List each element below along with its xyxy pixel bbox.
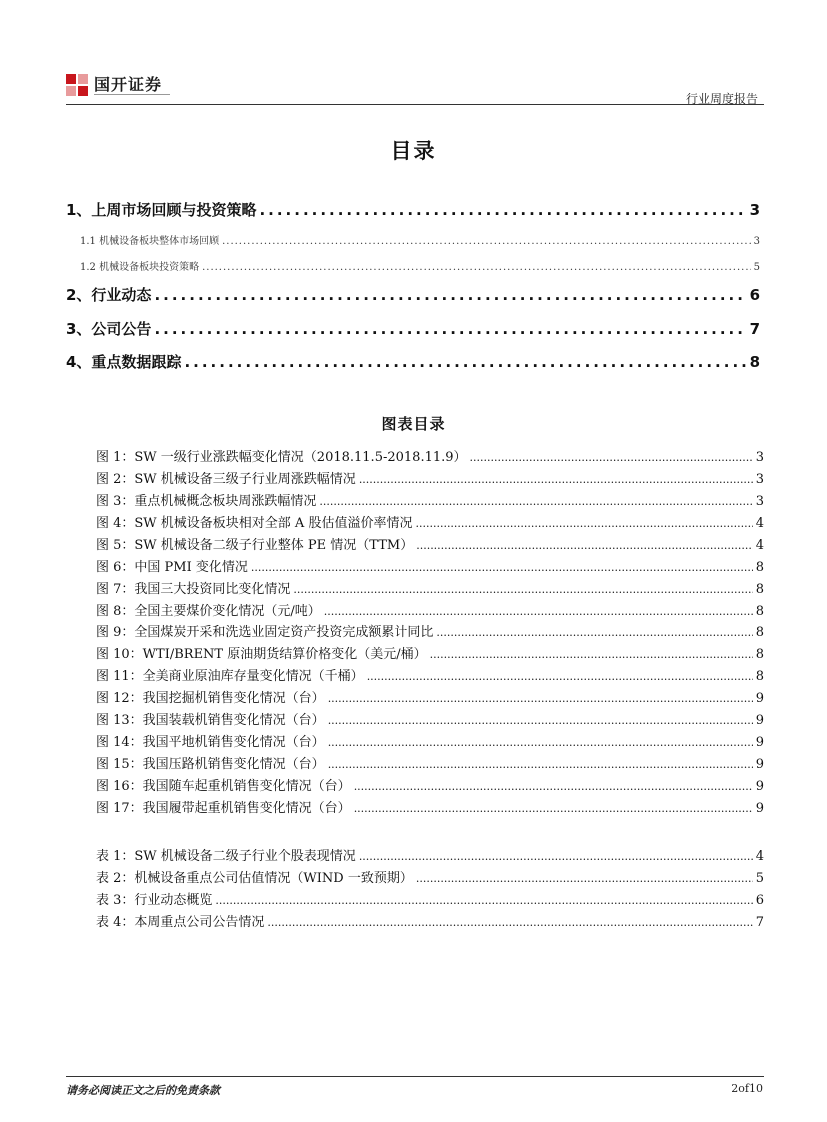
page-number: 2of10 (731, 1082, 763, 1095)
table-entry-page: 4 (755, 849, 764, 864)
header-divider (66, 104, 764, 105)
figure-entry[interactable] (96, 468, 764, 487)
table-entry-label: 表 4：本周重点公司公告情况 (96, 915, 265, 930)
table-entry[interactable] (96, 867, 764, 886)
figure-entry-label: 图 6：中国 PMI 变化情况 (96, 560, 248, 575)
toc-entry-page: 7 (749, 320, 760, 338)
figure-entry-page: 9 (755, 735, 764, 750)
toc-entry-page: 3 (749, 201, 760, 219)
figure-entry[interactable] (96, 731, 764, 750)
figure-entry[interactable] (96, 665, 764, 684)
figure-entry[interactable] (96, 446, 764, 465)
report-type: 行业周度报告 (685, 92, 758, 106)
figure-entry-label: 图 15：我国压路机销售变化情况（台） (96, 757, 325, 772)
figure-entry-label: 图 11：全美商业原油库存量变化情况（千桶） (96, 669, 364, 684)
figure-entry-label: 图 17：我国履带起重机销售变化情况（台） (96, 801, 351, 816)
figure-entry-page: 9 (755, 801, 764, 816)
page-header (66, 74, 764, 108)
table-entry-page: 6 (755, 893, 764, 908)
brand-name: 国开证券 (94, 75, 163, 94)
figure-entry-page: 8 (755, 625, 764, 640)
figure-entry-label: 图 9：全国煤炭开采和洗选业固定资产投资完成额累计同比 (96, 625, 434, 640)
toc-entry[interactable] (66, 351, 760, 372)
figure-entry-page: 3 (755, 472, 764, 487)
toc-entry[interactable] (66, 199, 760, 220)
figure-entry[interactable] (96, 534, 764, 553)
figure-entry-label: 图 4：SW 机械设备板块相对全部 A 股估值溢价率情况 (96, 516, 413, 531)
figure-entry-page: 8 (755, 604, 764, 619)
table-entry[interactable] (96, 889, 764, 908)
toc-entry-label: 1.1 机械设备板块整体市场回顾 (80, 236, 220, 247)
footer-disclaimer: 请务必阅读正文之后的免责条款 (66, 1084, 220, 1097)
figure-entry-label: 图 3：重点机械概念板块周涨跌幅情况 (96, 494, 317, 509)
figure-entry-page: 8 (755, 669, 764, 684)
figure-entry[interactable] (96, 775, 764, 794)
figure-entry-page: 9 (755, 713, 764, 728)
figure-entry-label: 图 12：我国挖掘机销售变化情况（台） (96, 691, 325, 706)
table-entry[interactable] (96, 845, 764, 864)
figure-entry[interactable] (96, 753, 764, 772)
figure-entry[interactable] (96, 556, 764, 575)
figure-entry[interactable] (96, 600, 764, 619)
figure-entry-page: 4 (755, 538, 764, 553)
figure-entry-label: 图 5：SW 机械设备二级子行业整体 PE 情况（TTM） (96, 538, 414, 553)
figure-entry-page: 8 (755, 582, 764, 597)
figure-entry-label: 图 7：我国三大投资同比变化情况 (96, 582, 291, 597)
toc-entry-page: 6 (749, 286, 760, 304)
figure-entry-page: 3 (755, 450, 764, 465)
toc-entry-label: 4、重点数据跟踪 (66, 353, 182, 371)
figure-entry[interactable] (96, 687, 764, 706)
table-entry-label: 表 2：机械设备重点公司估值情况（WIND 一致预期） (96, 871, 413, 886)
toc-entry[interactable] (80, 232, 760, 247)
figure-entry-label: 图 13：我国装载机销售变化情况（台） (96, 713, 325, 728)
figure-entry[interactable] (96, 709, 764, 728)
company-logo (66, 74, 162, 96)
table-entry-page: 5 (755, 871, 764, 886)
table-entry[interactable] (96, 911, 764, 930)
toc-entry-page: 8 (749, 353, 760, 371)
figure-entry[interactable] (96, 578, 764, 597)
figures-title: 图表目录 (381, 415, 446, 433)
figure-entry-page: 3 (755, 494, 764, 509)
toc-entry[interactable] (66, 318, 760, 339)
figure-entry[interactable] (96, 621, 764, 640)
figure-entry-label: 图 1：SW 一级行业涨跌幅变化情况（2018.11.5-2018.11.9） (96, 450, 467, 465)
toc-entry-label: 3、公司公告 (66, 320, 152, 338)
logo-icon (66, 74, 88, 96)
table-entry-label: 表 3：行业动态概览 (96, 893, 213, 908)
figure-entry-page: 9 (755, 757, 764, 772)
figure-entry-label: 图 2：SW 机械设备三级子行业周涨跌幅情况 (96, 472, 356, 487)
toc-entry-page: 5 (753, 262, 760, 273)
figure-entry-label: 图 14：我国平地机销售变化情况（台） (96, 735, 325, 750)
figure-entry-label: 图 10：WTI/BRENT 原油期货结算价格变化（美元/桶） (96, 647, 427, 662)
figure-entry[interactable] (96, 643, 764, 662)
toc-entry-label: 1.2 机械设备板块投资策略 (80, 262, 200, 273)
figure-entry-label: 图 16：我国随车起重机销售变化情况（台） (96, 779, 351, 794)
page-title: 目录 (390, 139, 437, 163)
table-entry-page: 7 (755, 915, 764, 930)
table-entry-label: 表 1：SW 机械设备二级子行业个股表现情况 (96, 849, 356, 864)
figure-entry[interactable] (96, 490, 764, 509)
figure-entry-page: 8 (755, 647, 764, 662)
figure-entry-page: 8 (755, 560, 764, 575)
figure-entry-label: 图 8：全国主要煤价变化情况（元/吨） (96, 604, 321, 619)
figure-entry-page: 4 (755, 516, 764, 531)
toc-entry[interactable] (66, 284, 760, 305)
toc-entry-page: 3 (753, 236, 760, 247)
figure-entry[interactable] (96, 512, 764, 531)
figure-entry[interactable] (96, 797, 764, 816)
toc-entry[interactable] (80, 258, 760, 273)
figure-entry-page: 9 (755, 691, 764, 706)
footer-divider (66, 1076, 764, 1077)
logo-underline (94, 94, 170, 97)
toc-entry-label: 2、行业动态 (66, 286, 152, 304)
toc-entry-label: 1、上周市场回顾与投资策略 (66, 201, 257, 219)
figure-entry-page: 9 (755, 779, 764, 794)
